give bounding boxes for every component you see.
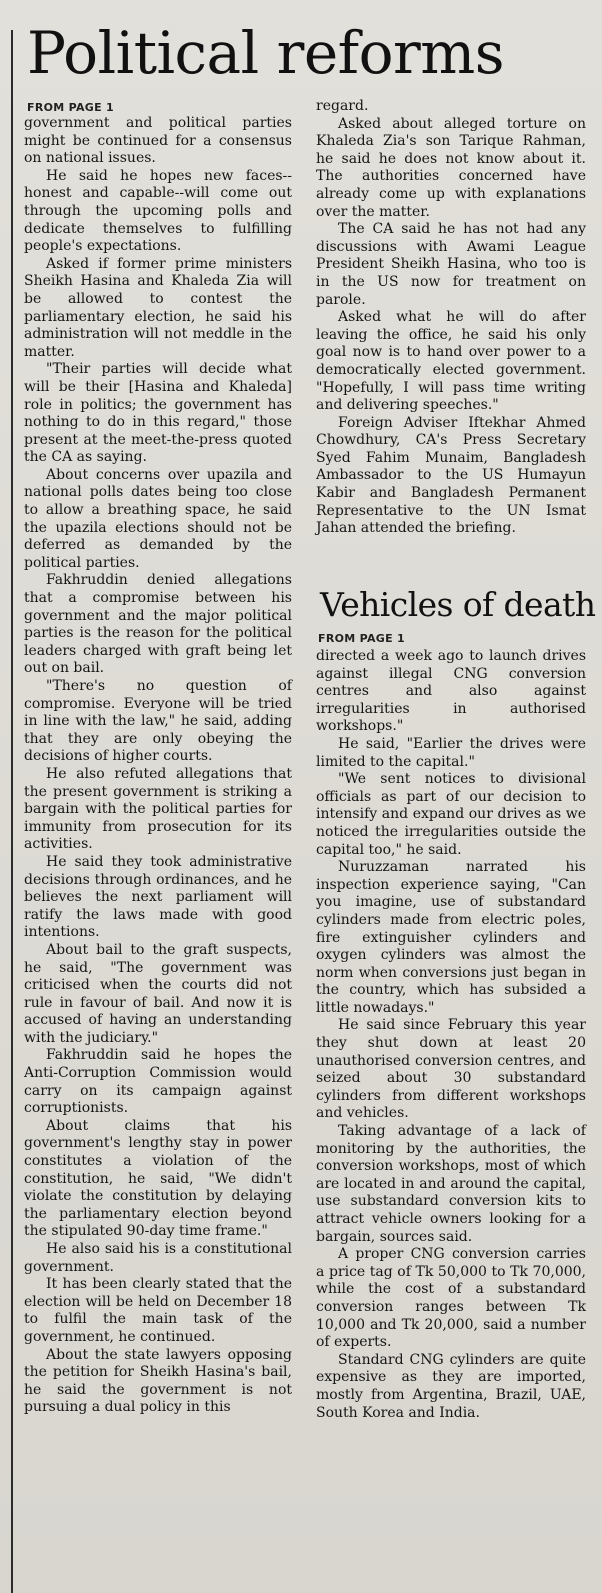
article-column-2 [316, 98, 586, 538]
paragraph: government and political parties might be continued for a consensus on national issues. [24, 115, 292, 167]
headline-vehicles-of-death: Vehicles of death [320, 585, 596, 624]
jump-label-political-reforms: FROM PAGE 1 [27, 101, 115, 114]
paragraph: Standard CNG cylinders are quite expensive as they are imported, mostly from Argentina, Brazil, UAE, South Korea and India. [316, 1351, 586, 1421]
column-rule [11, 30, 13, 1593]
paragraph: "We sent notices to divisional officials as part of our decision to intensify and expand our drives as we noticed the irregularities outside the capital too," he said. [316, 771, 586, 858]
paragraph: "There's no question of compromise. Everyone will be tried in line with the law," he said, adding that they are only obeying the decisions of higher courts. [24, 678, 292, 765]
paragraph: Asked if former prime ministers Sheikh Hasina and Khaleda Zia will be allowed to contest the parliamentary election, he said his administration will not meddle in the matter. [24, 255, 292, 360]
paragraph: It has been clearly stated that the election will be held on December 18 to fulfil the main task of the government, he continued. [24, 1276, 292, 1345]
paragraph: Taking advantage of a lack of monitoring by the authorities, the conversion workshops, most of which are located in and around the capital, use substandard conversion kits to attract vehicle owners looking for a bargain, sources said. [316, 1123, 586, 1245]
paragraph: About claims that his government's lengthy stay in power constitutes a violation of the constitution, he said, "We didn't violate the constitution by delaying the parliamentary election beyond the stipulated 90-day time frame." [24, 1117, 292, 1240]
paragraph: regard. [316, 98, 369, 114]
jump-label-vehicles-of-death: FROM PAGE 1 [318, 632, 406, 645]
paragraph: Nuruzzaman narrated his inspection experience saying, "Can you imagine, use of substandard cylinders made from electric poles, fire extinguisher cylinders and oxygen cylinders was almost the norm when conversions just began in the country, which has subsided a little nowadays." [316, 859, 586, 1016]
paragraph: He also said his is a constitutional government. [24, 1241, 292, 1275]
paragraph: About the state lawyers opposing the petition for Sheikh Hasina's bail, he said the government is not pursuing a dual policy in this [24, 1346, 292, 1416]
article-column-1 [24, 115, 292, 1417]
paragraph: The CA said he has not had any discussions with Awami League President Sheikh Hasina, who too is in the US now for treatment on parole. [316, 221, 586, 308]
paragraph: He said, "Earlier the drives were limited to the capital." [316, 735, 586, 770]
paragraph: He said since February this year they shut down at least 20 unauthorised conversion centres, and seized about 30 substandard cylinders from different workshops and vehicles. [316, 1017, 586, 1122]
article-column-3 [316, 648, 586, 1422]
paragraph: About concerns over upazila and national polls dates being too close to allow a breathing space, he said the upazila elections should not be deferred as demanded by the political parties. [24, 466, 292, 571]
paragraph: He said he hopes new faces--honest and capable--will come out through the upcoming polls and dedicate themselves to fulfilling people's expectations. [24, 167, 292, 255]
paragraph: directed a week ago to launch drives against illegal CNG conversion centres and also against irregularities in authorised workshops." [316, 648, 586, 735]
paragraph: Asked what he will do after leaving the office, he said his only goal now is to hand over power to a democratically elected government. "Hopefully, I will pass time writing and delivering speeches." [316, 309, 586, 414]
headline-political-reforms: Political reforms [27, 19, 505, 87]
paragraph: He said they took administrative decisions through ordinances, and he believes the next parliament will ratify the laws made with good intentions. [24, 853, 292, 941]
paragraph: A proper CNG conversion carries a price tag of Tk 50,000 to Tk 70,000, while the cost of a substandard conversion ranges between Tk 10,000 and Tk 20,000, said a number of experts. [316, 1246, 586, 1351]
paragraph: Asked about alleged torture on Khaleda Zia's son Tarique Rahman, he said he does not know about it. The authorities concerned have already come up with explanations over the matter. [316, 115, 586, 220]
paragraph: Fakhruddin denied allegations that a compromise between his government and the major political parties is the reason for the political leaders charged with graft being let out on bail. [24, 572, 292, 677]
paragraph: He also refuted allegations that the present government is striking a bargain with the political parties for immunity from prosecution for its activities. [24, 765, 292, 853]
paragraph: Foreign Adviser Iftekhar Ahmed Chowdhury, CA's Press Secretary Syed Fahim Munaim, Bangladesh Ambassador to the US Humayun Kabir and Bangladesh Permanent Representative to the UN Ismat Jahan attended the briefing. [316, 414, 586, 537]
paragraph: About bail to the graft suspects, he said, "The government was criticised when the courts did not rule in favour of bail. And now it is accused of having an understanding with the judiciary." [24, 941, 292, 1046]
paragraph: "Their parties will decide what will be their [Hasina and Khaleda] role in politics; the government has nothing to do in this regard," those present at the meet-the-press quoted the CA as saying. [24, 361, 292, 466]
paragraph: Fakhruddin said he hopes the Anti-Corruption Commission would carry on its campaign against corruptionists. [24, 1047, 292, 1117]
